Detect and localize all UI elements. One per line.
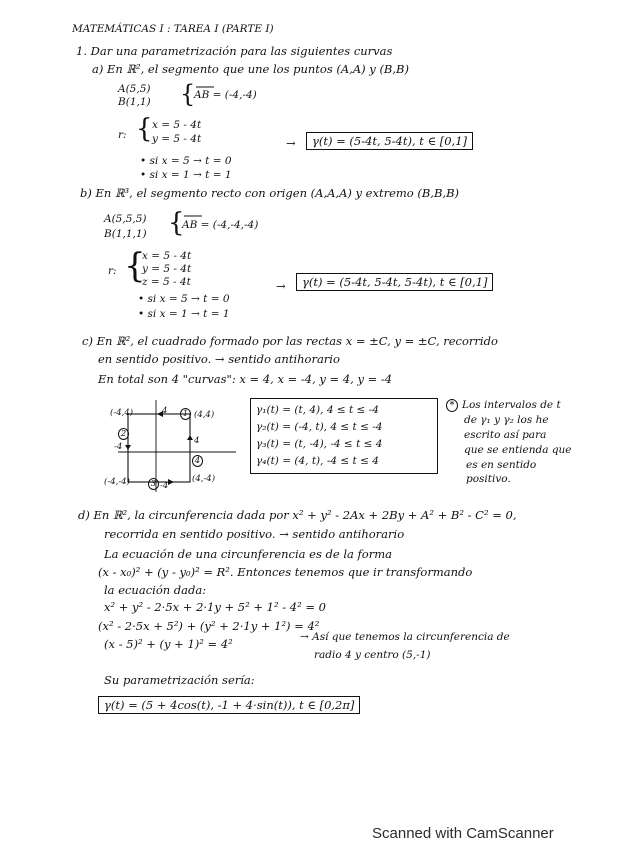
part-d-eq-2: (x² - 2·5x + 5²) + (y² + 2·1y + 1²) = 4² bbox=[98, 619, 320, 633]
side-note-line-5: es en sentido bbox=[466, 459, 537, 471]
vector-arrow-mark bbox=[196, 85, 216, 89]
part-d-statement-1: d) En ℝ², la circunferencia dada por x² + y² - 2Ax + 2By + A² + B² - C² = 0, bbox=[78, 508, 517, 522]
camscanner-watermark: Scanned with CamScanner bbox=[372, 825, 554, 842]
part-b-eq-y: y = 5 - 4t bbox=[142, 263, 192, 275]
exercise-heading: 1. Dar una parametrización para las siguientes curvas bbox=[76, 44, 393, 58]
part-a-cond-2: • si x = 1 → t = 1 bbox=[140, 169, 232, 181]
part-d-param-label: Su parametrización sería: bbox=[104, 673, 255, 687]
corner-bottom-left: (-4,-4) bbox=[104, 477, 130, 487]
part-b-r-label: r: bbox=[108, 265, 117, 277]
part-d-line-5: la ecuación dada: bbox=[104, 583, 207, 597]
part-a-result: γ(t) = (5-4t, 5-4t), t ∈ [0,1] bbox=[306, 132, 473, 150]
gamma-1: γ₁(t) = (t, 4), 4 ≤ t ≤ -4 bbox=[256, 404, 379, 416]
part-b-point-a: A(5,5,5) bbox=[104, 213, 147, 225]
part-d-line-4: (x - x₀)² + (y - y₀)² = R². Entonces tenemos que ir transformando bbox=[98, 565, 473, 579]
brace: { bbox=[136, 114, 153, 144]
part-d-conclusion-2: radio 4 y centro (5,-1) bbox=[314, 649, 431, 661]
corner-bottom-right: (4,-4) bbox=[192, 474, 216, 484]
arrow-right bbox=[168, 479, 174, 485]
part-a-cond-1: • si x = 5 → t = 0 bbox=[140, 155, 232, 167]
arrow-down bbox=[125, 445, 131, 450]
part-b-cond-2: • si x = 1 → t = 1 bbox=[138, 308, 230, 320]
part-a-point-a: A(5,5) bbox=[118, 83, 151, 95]
segment-label-4: 4 bbox=[192, 455, 203, 467]
tick-top: 4 bbox=[162, 406, 168, 416]
segment-label-2: 2 bbox=[118, 428, 129, 440]
tick-right: 4 bbox=[194, 436, 200, 446]
part-d-result: γ(t) = (5 + 4cos(t), -1 + 4·sin(t)), t ∈ [0,2π] bbox=[98, 696, 360, 714]
arrow-up bbox=[187, 435, 193, 440]
gamma-2: γ₂(t) = (-4, t), 4 ≤ t ≤ -4 bbox=[256, 421, 383, 433]
brace: { bbox=[180, 80, 196, 108]
side-note-line-6: positivo. bbox=[466, 473, 511, 485]
part-b-vector: AB = (-4,-4,-4) bbox=[182, 219, 259, 231]
part-b-cond-1: • si x = 5 → t = 0 bbox=[138, 293, 230, 305]
part-a-eq-x: x = 5 - 4t bbox=[152, 119, 202, 131]
corner-top-left: (-4,4) bbox=[110, 408, 134, 418]
part-b-point-b: B(1,1,1) bbox=[104, 228, 147, 240]
part-a-point-b: B(1,1) bbox=[118, 96, 151, 108]
segment-label-1: 1 bbox=[180, 408, 191, 420]
part-a-vector: AB = (-4,-4) bbox=[194, 89, 257, 101]
square bbox=[128, 414, 190, 482]
brace: { bbox=[124, 246, 146, 286]
part-d-line-3: La ecuación de una circunferencia es de la forma bbox=[104, 547, 392, 561]
tick-left: -4 bbox=[114, 442, 123, 452]
part-d-statement-2: recorrida en sentido positivo. → sentido antihorario bbox=[104, 527, 405, 541]
arrow-right: → bbox=[286, 136, 296, 150]
side-note-line-3: escrito así para bbox=[464, 429, 547, 441]
part-a-r-label: r: bbox=[118, 129, 127, 141]
corner-top-right: (4,4) bbox=[194, 410, 215, 420]
side-note-line-4: que se entienda que bbox=[464, 444, 572, 456]
part-b-statement: b) En ℝ³, el segmento recto con origen (A,A,A) y extremo (B,B,B) bbox=[80, 186, 460, 200]
arrow-right: → bbox=[276, 279, 286, 293]
part-d-eq-3: (x - 5)² + (y + 1)² = 4² bbox=[104, 637, 233, 651]
brace: { bbox=[168, 208, 185, 238]
part-c-statement-1: c) En ℝ², el cuadrado formado por las rectas x = ±C, y = ±C, recorrido bbox=[82, 334, 498, 348]
part-d-eq-1: x² + y² - 2·5x + 2·1y + 5² + 1² - 4² = 0 bbox=[104, 600, 326, 614]
part-c-statement-3: En total son 4 "curvas": x = 4, x = -4, y = 4, y = -4 bbox=[98, 372, 393, 386]
part-a-statement: a) En ℝ², el segmento que une los puntos (A,A) y (B,B) bbox=[92, 62, 409, 76]
tick-bottom: -4 bbox=[160, 481, 169, 491]
segment-label-3: 3 bbox=[148, 478, 159, 490]
side-note-line-1: Los intervalos de t bbox=[462, 399, 561, 411]
part-d-conclusion-1: → Así que tenemos la circunferencia de bbox=[300, 631, 510, 643]
part-b-eq-z: z = 5 - 4t bbox=[142, 276, 191, 288]
vector-arrow-mark bbox=[184, 214, 204, 218]
gamma-4: γ₄(t) = (4, t), -4 ≤ t ≤ 4 bbox=[256, 455, 379, 467]
note-marker: * bbox=[446, 399, 458, 412]
part-b-eq-x: x = 5 - 4t bbox=[142, 250, 192, 262]
side-note-line-2: de γ₁ y γ₂ los he bbox=[464, 414, 549, 426]
part-c-statement-2: en sentido positivo. → sentido antihorario bbox=[98, 352, 340, 366]
page-title: MATEMÁTICAS I : TAREA I (PARTE I) bbox=[72, 23, 274, 35]
part-a-eq-y: y = 5 - 4t bbox=[152, 133, 202, 145]
part-b-result: γ(t) = (5-4t, 5-4t, 5-4t), t ∈ [0,1] bbox=[296, 273, 493, 291]
gamma-3: γ₃(t) = (t, -4), -4 ≤ t ≤ 4 bbox=[256, 438, 383, 450]
